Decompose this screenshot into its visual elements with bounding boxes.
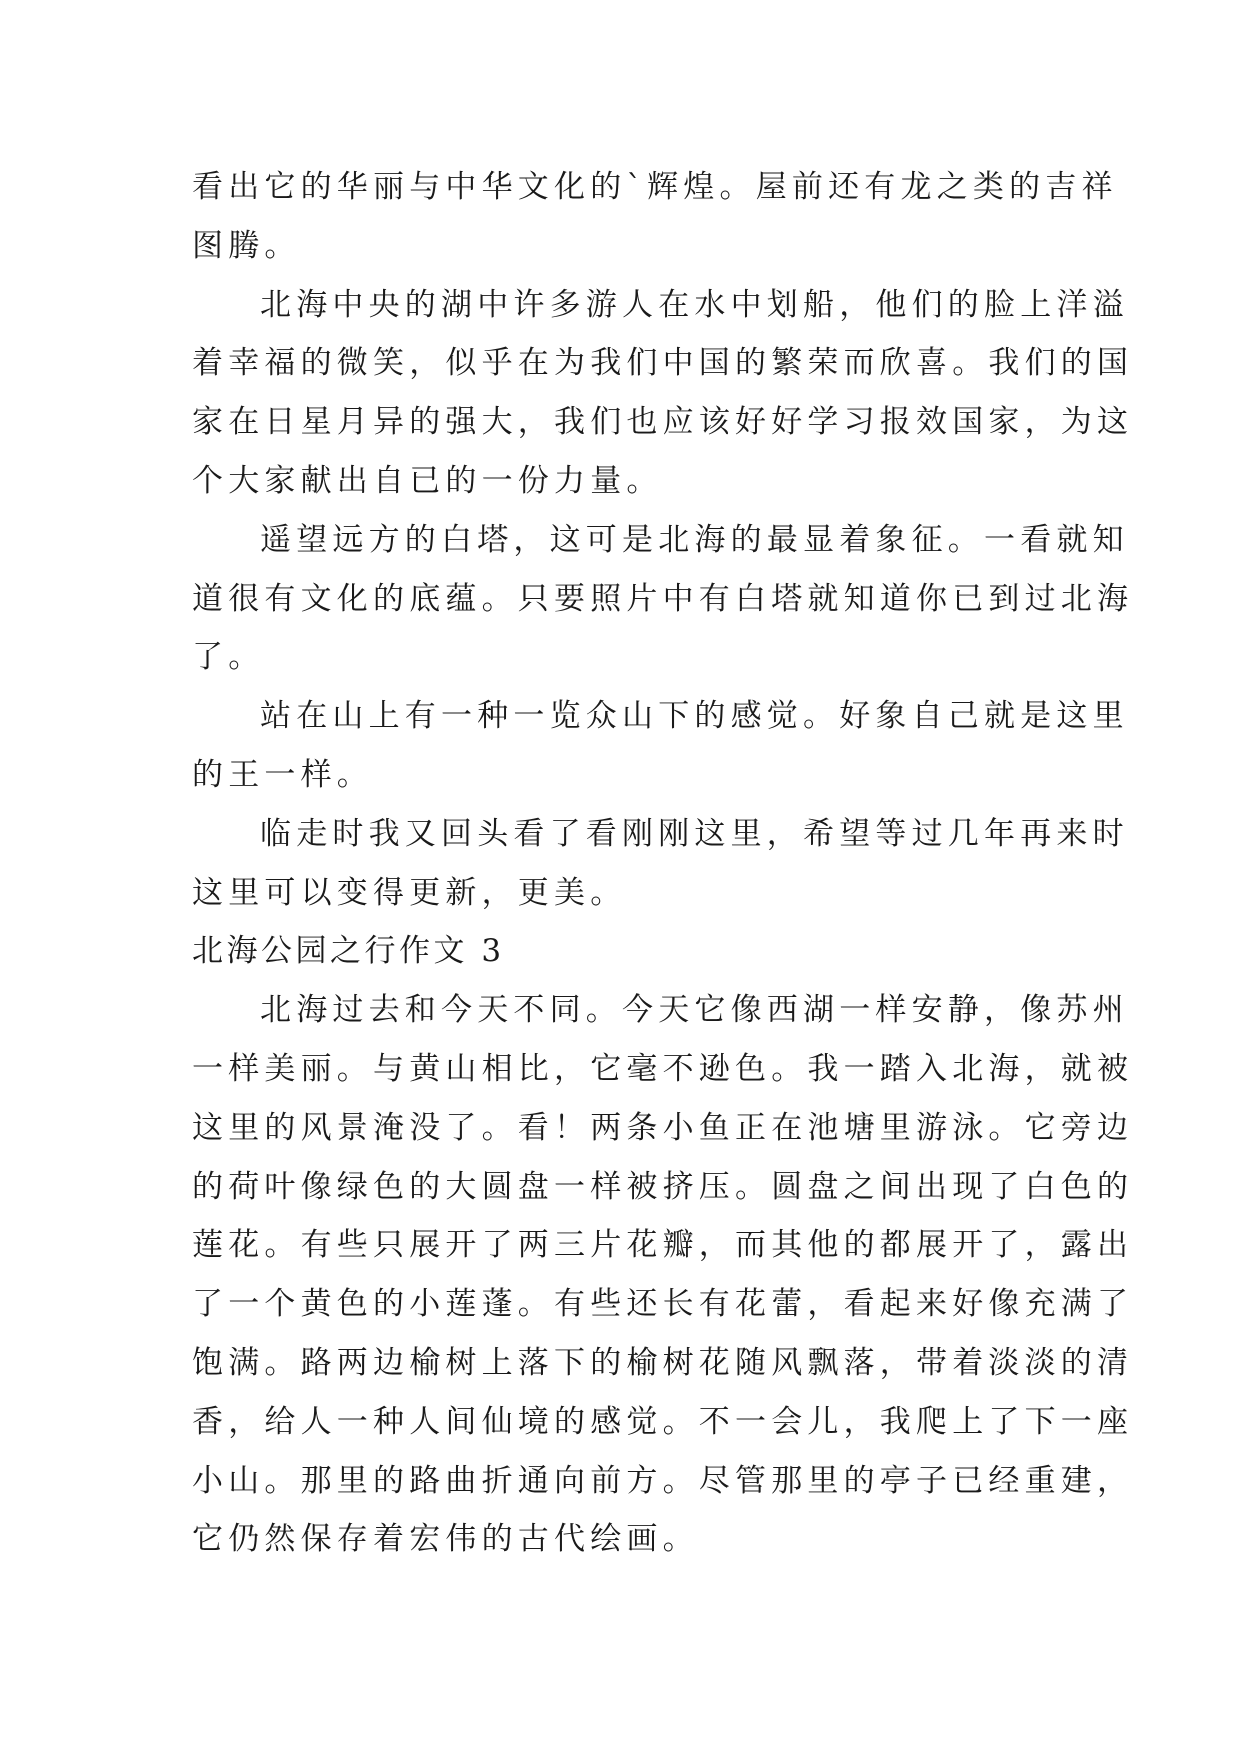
text-line: 的王一样。 <box>192 756 373 793</box>
text-line: 一样美丽。与黄山相比，它毫不逊色。我一踏入北海，就被 <box>192 1050 1134 1087</box>
paragraph-start-line: 临走时我又回头看了看刚刚这里，希望等过几年再来时 <box>260 815 1129 852</box>
text-line: 这里的风景淹没了。看！两条小鱼正在池塘里游泳。它旁边 <box>192 1109 1134 1146</box>
text-line: 的荷叶像绿色的大圆盘一样被挤压。圆盘之间出现了白色的 <box>192 1168 1134 1205</box>
text-line: 图腾。 <box>192 227 301 264</box>
text-line: 看出它的华丽与中华文化的`辉煌。屋前还有龙之类的吉祥 <box>192 169 1118 205</box>
section-heading: 北海公园之行作文 3 <box>192 933 505 970</box>
text-line: 莲花。有些只展开了两三片花瓣，而其他的都展开了，露出 <box>192 1227 1134 1264</box>
paragraph-start-line: 站在山上有一种一览众山下的感觉。好象自己就是这里 <box>260 698 1129 735</box>
paragraph-start-line: 北海过去和今天不同。今天它像西湖一样安静，像苏州 <box>260 992 1129 1029</box>
text-line: 小山。那里的路曲折通向前方。尽管那里的亭子已经重建， <box>192 1462 1134 1499</box>
text-line: 道很有文化的底蕴。只要照片中有白塔就知道你已到过北海 <box>192 580 1134 617</box>
text-line: 这里可以变得更新，更美。 <box>192 874 627 911</box>
text-line: 家在日星月异的强大，我们也应该好好学习报效国家，为这 <box>192 404 1134 441</box>
paragraph-start-line: 北海中央的湖中许多游人在水中划船，他们的脸上洋溢 <box>260 286 1129 323</box>
text-line: 饱满。路两边榆树上落下的榆树花随风飘落，带着淡淡的清 <box>192 1344 1134 1381</box>
text-line: 了一个黄色的小莲蓬。有些还长有花蕾，看起来好像充满了 <box>192 1286 1134 1323</box>
text-line: 香，给人一种人间仙境的感觉。不一会儿，我爬上了下一座 <box>192 1403 1134 1440</box>
essay-text <box>192 158 1134 1569</box>
text-line: 它仍然保存着宏伟的古代绘画。 <box>192 1521 699 1558</box>
text-line: 了。 <box>192 639 265 676</box>
text-line: 着幸福的微笑，似乎在为我们中国的繁荣而欣喜。我们的国 <box>192 345 1134 382</box>
paragraph-start-line: 遥望远方的白塔，这可是北海的最显着象征。一看就知 <box>260 521 1129 558</box>
text-line: 个大家献出自已的一份力量。 <box>192 462 663 499</box>
